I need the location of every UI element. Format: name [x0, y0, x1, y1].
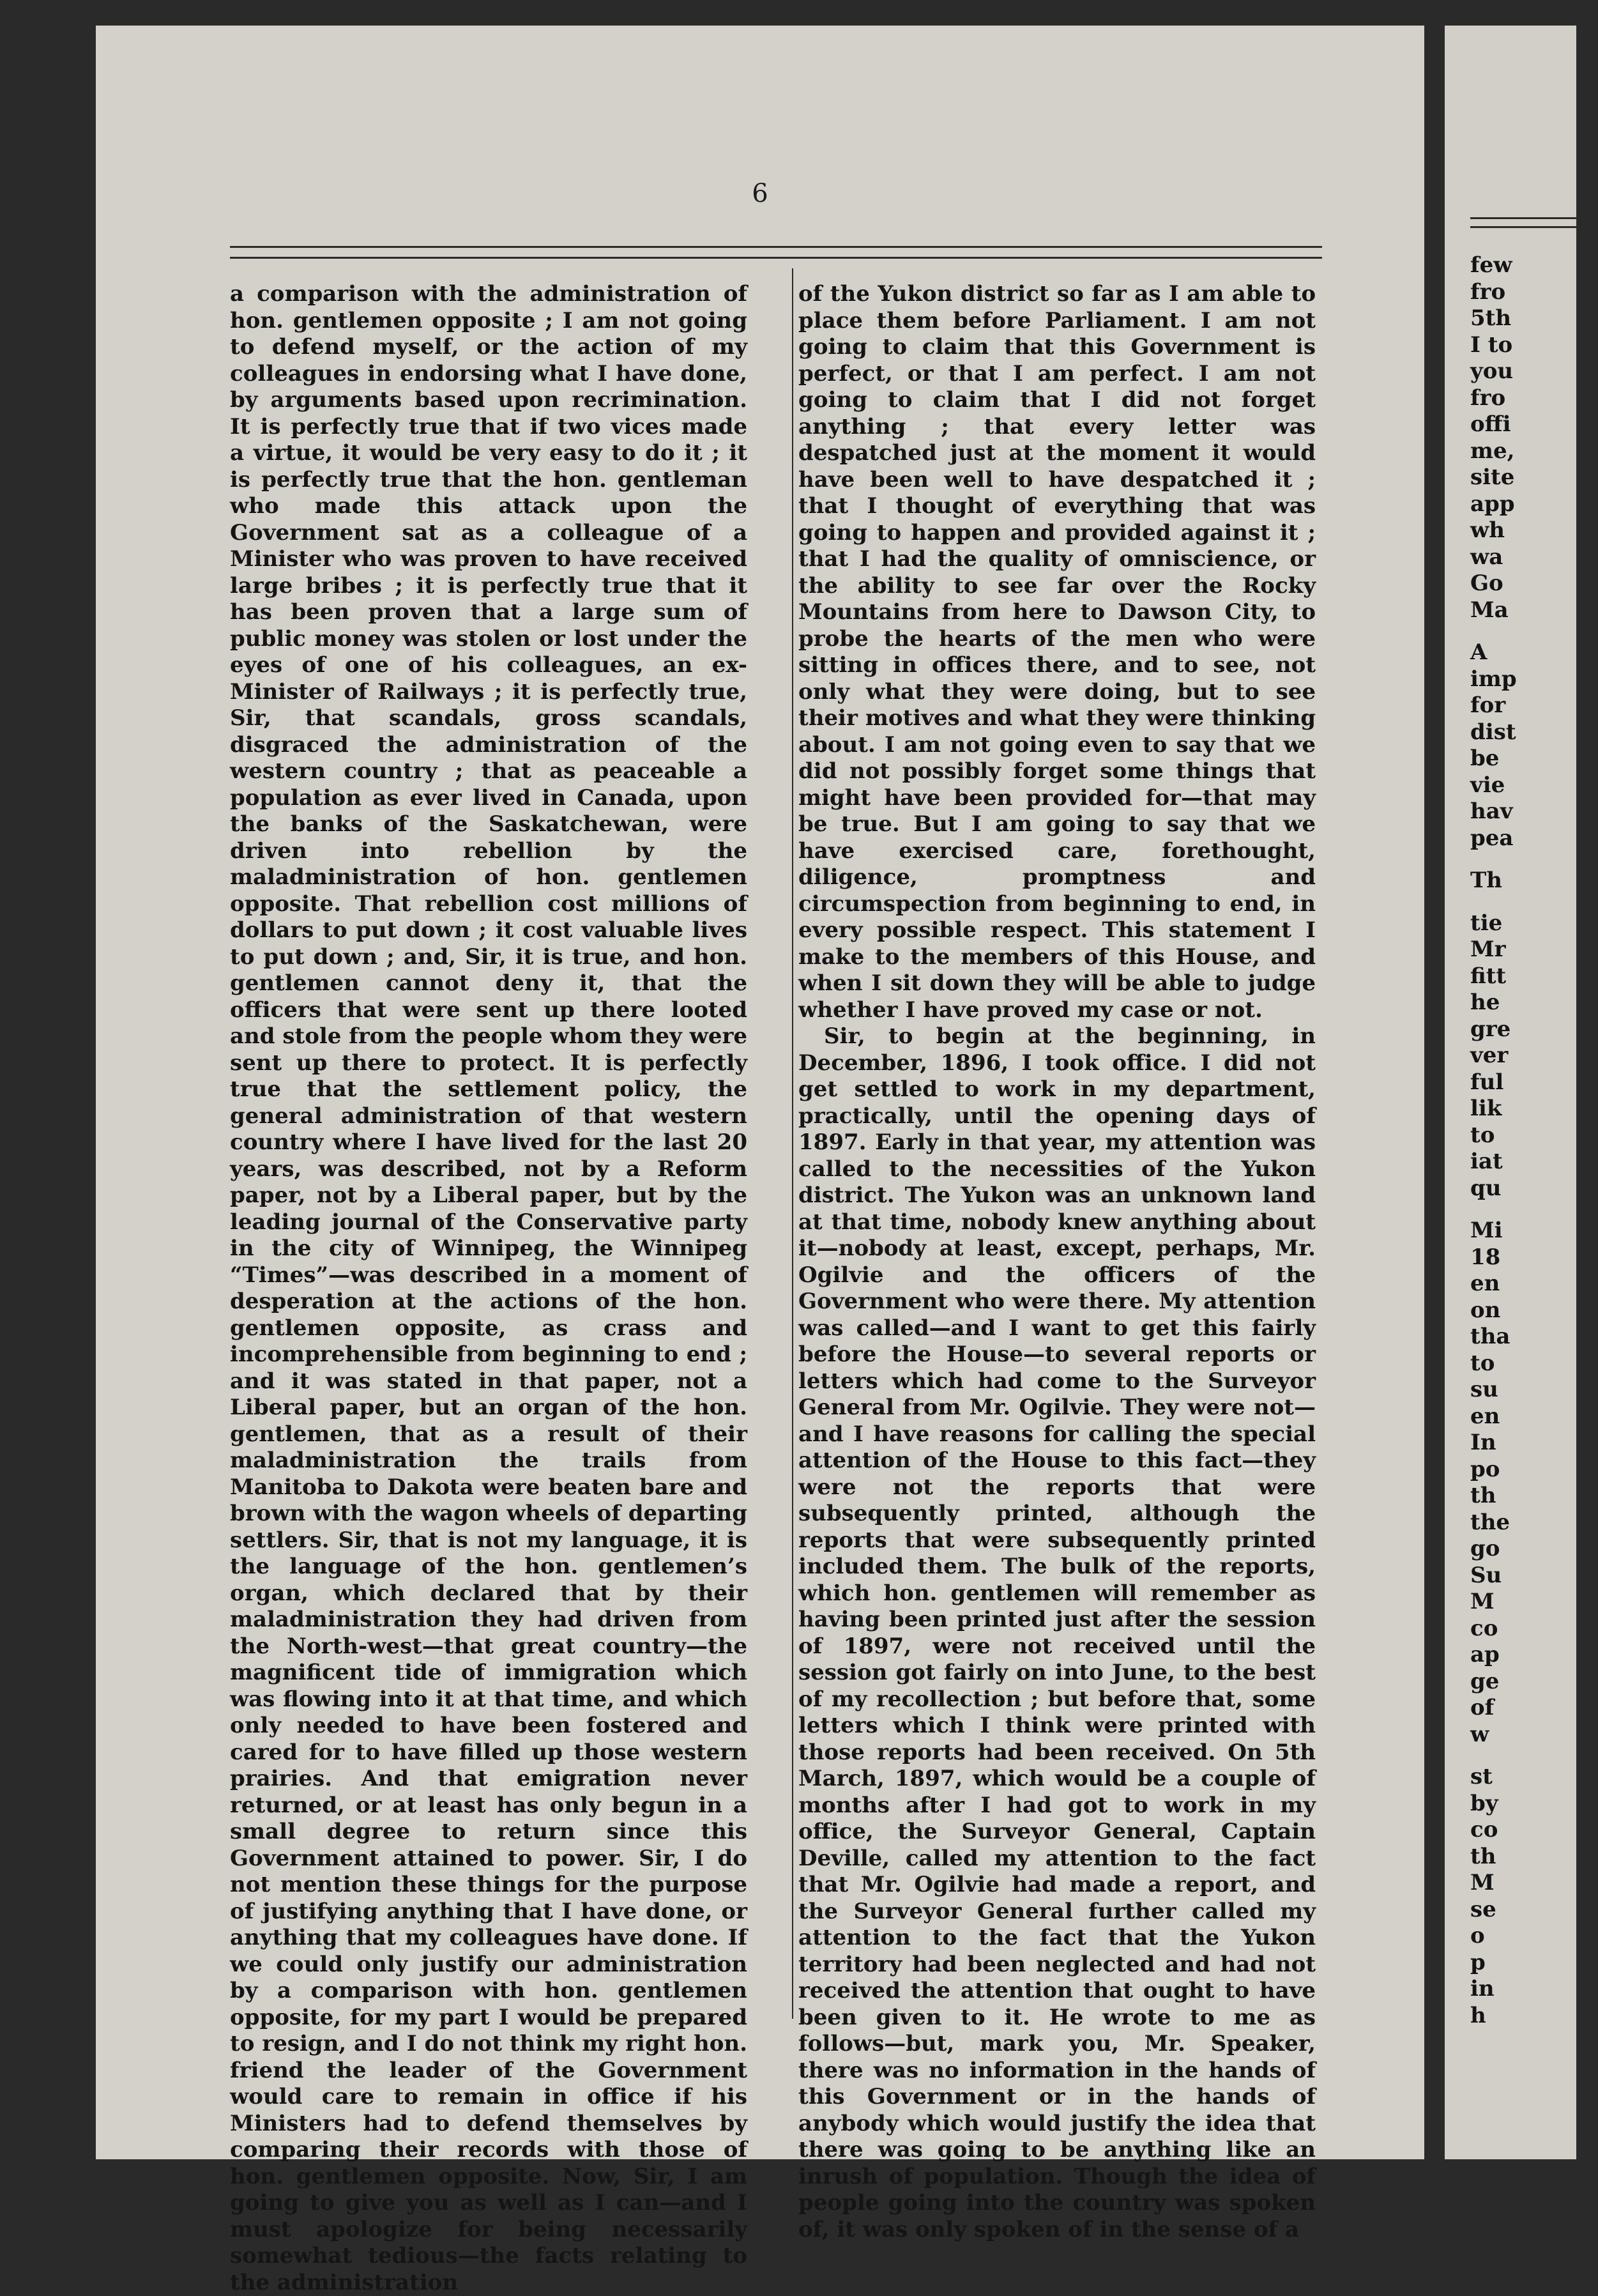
adjacent-page-fragment: ful: [1470, 1069, 1504, 1095]
adjacent-page-fragment: ver: [1470, 1043, 1509, 1068]
adjacent-page-fragment: be: [1470, 746, 1500, 771]
adjacent-page-fragment: imp: [1470, 666, 1517, 692]
left-column-paragraph-1: a comparison with the administration of hon. gentlemen opposite ; I am not going to defend myself, or the action of my colleagues in endorsing what I have done, by arguments based upon recrimination. It is perfectly true that if two vices made a virtue, it would be very easy to do it ; it is perfectly true that the hon. gentleman who made this attack upon the Government sat as a colleague of a Minister who was proven to have received large bribes ; it is perfectly true that it has been proven that a large sum of public money was stolen or lost under the eyes of one of his colleagues, an ex-Minister of Railways ; it is perfectly true, Sir, that scandals, gross scandals, disgraced the administration of the western country ; that as peaceable a population as ever lived in Canada, upon the banks of the Saskatchewan, were driven into rebellion by the maladministration of hon. gentlemen opposite. That rebellion cost millions of dollars to put down ; it cost valuable lives to put down ; and, Sir, it is true, and hon. gentlemen cannot deny it, that the officers that were sent up there looted and stole from the people whom they were sent up there to protect. It is perfectly true that the settlement policy, the general administration of that western country where I have lived for the last 20 years, was described, not by a Reform paper, not by a Liberal paper, but by the leading journal of the Conservative party in the city of Winnipeg, the Winnipeg “Times”—was described in a moment of desperation at the actions of the hon. gentlemen opposite, as crass and incomprehensible from beginning to end ; and it was stated in that paper, not a Liberal paper, but an organ of the hon. gentlemen, that as a result of their maladministration the trails from Manitoba to Dakota were beaten bare and brown with the wagon wheels of departing settlers. Sir, that is not my language, it is the language of the hon. gentlemen’s organ, which declared that by their maladministration they had driven from the North-west—that great country—the magnificent tide of immigration which was flowing into it at that time, and which only needed to have been fostered and cared for to have filled up those western prairies. And that emigration never returned, or at least has only begun in a small degree to return since this Government attained to power. Sir, I do not mention these things for the purpose of justifying anything that I have done, or anything that my colleagues have done. If we could only justify our administration by a comparison with hon. gentlemen opposite, for my part I would be prepared to resign, and I do not think my right hon. friend the leader of the Government would care to remain in office if his Ministers had to defend themselves by comparing their records with those of hon. gentlemen opposite. Now, Sir, I am going to give you as well as I can—and I must apologize for being necessarily somewhat tedious—the facts relating to the administration: [230, 281, 748, 2295]
adjacent-page-fragment: ge: [1470, 1668, 1500, 1694]
adjacent-page-fragment: h: [1470, 2002, 1486, 2028]
adjacent-page-fragment: few: [1470, 252, 1512, 278]
adjacent-page-fragment: th: [1470, 1483, 1496, 1508]
adjacent-page-fragment: fro: [1470, 385, 1506, 411]
adjacent-page-fragment: fitt: [1470, 963, 1507, 989]
adjacent-page-fragment: tie: [1470, 910, 1503, 936]
adjacent-page-fragment: to: [1470, 1122, 1495, 1148]
adjacent-page-fragment: he: [1470, 990, 1500, 1015]
adjacent-page-fragment: o: [1470, 1923, 1485, 1948]
adjacent-page-fragment: A: [1470, 639, 1488, 665]
adjacent-page-fragment: su: [1470, 1377, 1498, 1402]
adjacent-page-fragment: ap: [1470, 1642, 1500, 1667]
adjacent-page-fragment: me,: [1470, 438, 1515, 464]
adjacent-page-fragment: pea: [1470, 825, 1514, 851]
adjacent-page-fragment: of: [1470, 1695, 1495, 1720]
adjacent-page-fragment: Go: [1470, 570, 1503, 596]
adjacent-page-fragment: wa: [1470, 544, 1503, 570]
adjacent-page-fragment: for: [1470, 693, 1506, 718]
adjacent-page-gap: [1470, 1202, 1598, 1218]
adjacent-page-gap: [1470, 852, 1598, 868]
adjacent-page-fragment: se: [1470, 1896, 1496, 1922]
adjacent-page-fragment: in: [1470, 1976, 1495, 2001]
adjacent-page-gap: [1470, 1748, 1598, 1764]
adjacent-page-fragment: vie: [1470, 772, 1505, 798]
header-rule-bottom: [230, 257, 1322, 259]
adjacent-page-fragment: lik: [1470, 1096, 1502, 1121]
right-column-paragraph-1: of the Yukon district so far as I am able to place them before Parliament. I am not going to claim that this Government is perfect, or that I am perfect. I am not going to claim that I did not forget anything ; that every letter was despatched just at the moment it would have been well to have despatched it ; that I thought of everything that was going to happen and provided against it ; that I had the quality of omniscience, or the ability to see far over the Rocky Mountains from here to Dawson City, to probe the hearts of the men who were sitting in offices there, and to see, not only what they were doing, but to see their motives and what they were thinking about. I am not going even to say that we did not possibly forget some things that might have been provided for—that may be true. But I am going to say that we have exercised care, forethought, diligence, promptness and circumspection from beginning to end, in every possible respect. This statement I make to the members of this House, and when I sit down they will be able to judge whether I have proved my case or not.: [798, 281, 1316, 1023]
adjacent-page-fragment: you: [1470, 358, 1514, 384]
adjacent-page-fragment: en: [1470, 1271, 1500, 1296]
adjacent-page-fragment: Th: [1470, 868, 1503, 893]
adjacent-page-fragment: offi: [1470, 411, 1511, 437]
adjacent-page-edge: [1445, 26, 1576, 2159]
adjacent-page-fragment: 5th: [1470, 305, 1512, 331]
adjacent-page-fragment: go: [1470, 1536, 1500, 1561]
adjacent-page-fragment: In: [1470, 1430, 1496, 1455]
adjacent-page-fragment: co: [1470, 1817, 1498, 1842]
adjacent-page-fragment: fro: [1470, 279, 1506, 305]
adjacent-page-fragment: co: [1470, 1615, 1498, 1641]
header-rule-top: [230, 246, 1322, 248]
adjacent-page-fragment: st: [1470, 1764, 1493, 1789]
adjacent-page-rule-bottom: [1470, 226, 1579, 228]
adjacent-page-fragment: po: [1470, 1456, 1500, 1482]
adjacent-page-fragment: site: [1470, 464, 1515, 490]
adjacent-page-fragment: on: [1470, 1297, 1501, 1323]
adjacent-page-fragment: qu: [1470, 1175, 1502, 1201]
adjacent-page-fragment: 18: [1470, 1244, 1501, 1270]
adjacent-page-fragment: Su: [1470, 1562, 1502, 1588]
adjacent-page-fragment: I to: [1470, 332, 1513, 358]
page-number: 6: [752, 179, 768, 208]
adjacent-page-fragment: tha: [1470, 1324, 1510, 1349]
adjacent-page-gap: [1470, 894, 1598, 910]
adjacent-page-fragment: app: [1470, 491, 1515, 517]
adjacent-page-fragment: by: [1470, 1790, 1498, 1816]
adjacent-page-fragment: Mr: [1470, 937, 1506, 962]
adjacent-page-fragment: Ma: [1470, 597, 1509, 623]
left-column: [230, 281, 748, 2295]
adjacent-page-fragment: M: [1470, 1870, 1495, 1895]
adjacent-page-rule-top: [1470, 217, 1579, 219]
adjacent-page-fragment: wh: [1470, 517, 1505, 543]
adjacent-page-fragment: th: [1470, 1843, 1496, 1869]
adjacent-page-fragment: hav: [1470, 799, 1513, 824]
adjacent-page-fragment: iat: [1470, 1149, 1503, 1174]
adjacent-page-fragment: w: [1470, 1721, 1489, 1747]
adjacent-page-fragment: M: [1470, 1589, 1495, 1614]
adjacent-page-fragment: en: [1470, 1403, 1500, 1429]
adjacent-page-text: [1470, 252, 1598, 2029]
column-divider: [792, 268, 793, 2019]
adjacent-page-fragment: the: [1470, 1509, 1510, 1535]
newspaper-page: [96, 26, 1424, 2295]
adjacent-page-fragment: dist: [1470, 719, 1516, 745]
adjacent-page-fragment: gre: [1470, 1016, 1511, 1042]
right-column-paragraph-2: Sir, to begin at the beginning, in December, 1896, I took office. I did not get settled to work in my department, practically, until the opening days of 1897. Early in that year, my attention was called to the necessities of the Yukon district. The Yukon was an unknown land at that time, nobody knew anything about it—nobody at least, except, perhaps, Mr. Ogilvie and the officers of the Government who were there. My attention was called—and I want to get this fairly before the House—to several reports or letters which had come to the Surveyor General from Mr. Ogilvie. They were not—and I have reasons for calling the special attention of the House to this fact—they were not the reports that were subsequently printed, although the reports that were subsequently printed included them. The bulk of the reports, which hon. gentlemen will remember as having been printed just after the session of 1897, were not received until the session got fairly on into June, to the best of my recollection ; but before that, some letters which I think were printed with those reports had been received. On 5th March, 1897, which would be a couple of months after I had got to work in my office, the Surveyor General, Captain Deville, called my attention to the fact that Mr. Ogilvie had made a report, and the Surveyor General further called my attention to the fact that the Yukon territory had been neglected and had not received the attention that ought to have been given to it. He wrote to me as follows—but, mark you, Mr. Speaker, there was no information in the hands of this Government or in the hands of anybody which would justify the idea that there was going to be anything like an inrush of population. Though the idea of people going into the country was spoken of, it was only spoken of in the sense of a: [798, 1023, 1316, 2242]
adjacent-page-gap: [1470, 624, 1598, 639]
right-column: [798, 281, 1316, 2242]
adjacent-page-fragment: Mi: [1470, 1218, 1503, 1243]
adjacent-page-fragment: p: [1470, 1949, 1486, 1975]
adjacent-page-fragment: to: [1470, 1350, 1495, 1376]
